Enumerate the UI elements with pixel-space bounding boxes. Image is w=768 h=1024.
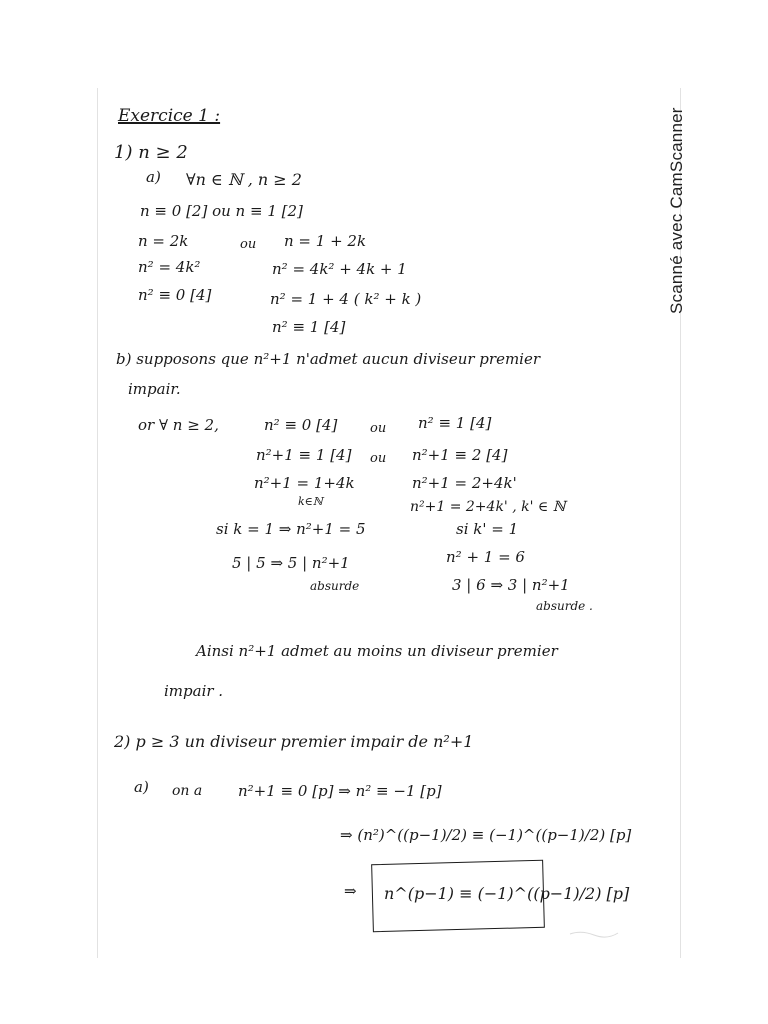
part2a-line-2: ⇒ (n²)^((p−1)/2) ≡ (−1)^((p−1)/2) [p] [340,826,632,844]
part1b-eq-right-rewritten: n²+1 = 2+4k' , k' ∈ ℕ [410,499,566,515]
part1b-conclusion-line-1: Ainsi n²+1 admet au moins un diviseur premier [196,642,558,660]
part1a-left-line-2: n² = 4k² [138,258,201,276]
part1b-conclusion-line-2: impair . [164,682,224,700]
part2a-on-a: on a [172,783,203,799]
part1b-contradiction-right: 3 | 6 ⇒ 3 | n²+1 [452,576,570,594]
part1a-left-line-3: n² ≡ 0 [4] [138,286,212,304]
part1b-eq-left-domain: k∈ℕ [298,495,323,508]
part1b-eq-left: n²+1 = 1+4k [254,474,355,492]
part1a-left-line-1: n = 2k [138,232,189,250]
part2-label: 2) p ≥ 3 un diviseur premier impair de n²+1 [114,732,474,751]
part1b-case-k1-prime: si k' = 1 [456,520,519,538]
part2a-line-3-arrow: ⇒ [344,882,357,900]
part1b-ou-2: ou [370,451,387,466]
part2a-label: a) [134,778,149,796]
part1b-case-k1: si k = 1 ⇒ n²+1 = 5 [216,520,366,538]
part1b-absurde-right: absurde . [536,599,593,613]
part1b-line-2: impair. [128,380,181,398]
scan-smudge [568,928,620,940]
part1b-or-line: or ∀ n ≥ 2, [138,416,219,434]
part1a-cases: n ≡ 0 [2] ou n ≡ 1 [2] [140,202,303,220]
part1-label: 1) n ≥ 2 [114,142,188,163]
part2a-line-1: n²+1 ≡ 0 [p] ⇒ n² ≡ −1 [p] [238,782,442,800]
part1b-mod-right: n²+1 ≡ 2 [4] [412,446,508,464]
camscanner-watermark: Scanné avec CamScanner [667,107,686,314]
part1a-label: a) [146,168,161,186]
part1b-case-left: n² ≡ 0 [4] [264,416,338,434]
part1b-line-1: b) supposons que n²+1 n'admet aucun diviseur premier [116,350,541,368]
part1a-right-line-4: n² ≡ 1 [4] [272,318,346,336]
part1a-ou: ou [240,237,257,252]
part1a-right-line-3: n² = 1 + 4 ( k² + k ) [270,290,422,308]
left-page-edge [97,88,98,958]
part1b-eq-right: n²+1 = 2+4k' [412,474,517,492]
part1b-ou-1: ou [370,421,387,436]
part1a-quantifier: ∀n ∈ ℕ , n ≥ 2 [186,170,302,189]
part1b-value-6: n² + 1 = 6 [446,548,525,566]
part1b-mod-left: n²+1 ≡ 1 [4] [256,446,352,464]
part1b-absurde-left: absurde [310,579,360,593]
part1b-case-right: n² ≡ 1 [4] [418,414,492,432]
part2a-boxed-result: n^(p−1) ≡ (−1)^((p−1)/2) [p] [384,884,630,903]
part1a-right-line-1: n = 1 + 2k [284,232,367,250]
exercise-title: Exercice 1 : [118,106,221,126]
part1a-right-line-2: n² = 4k² + 4k + 1 [272,260,407,278]
part1b-contradiction-left: 5 | 5 ⇒ 5 | n²+1 [232,554,350,572]
